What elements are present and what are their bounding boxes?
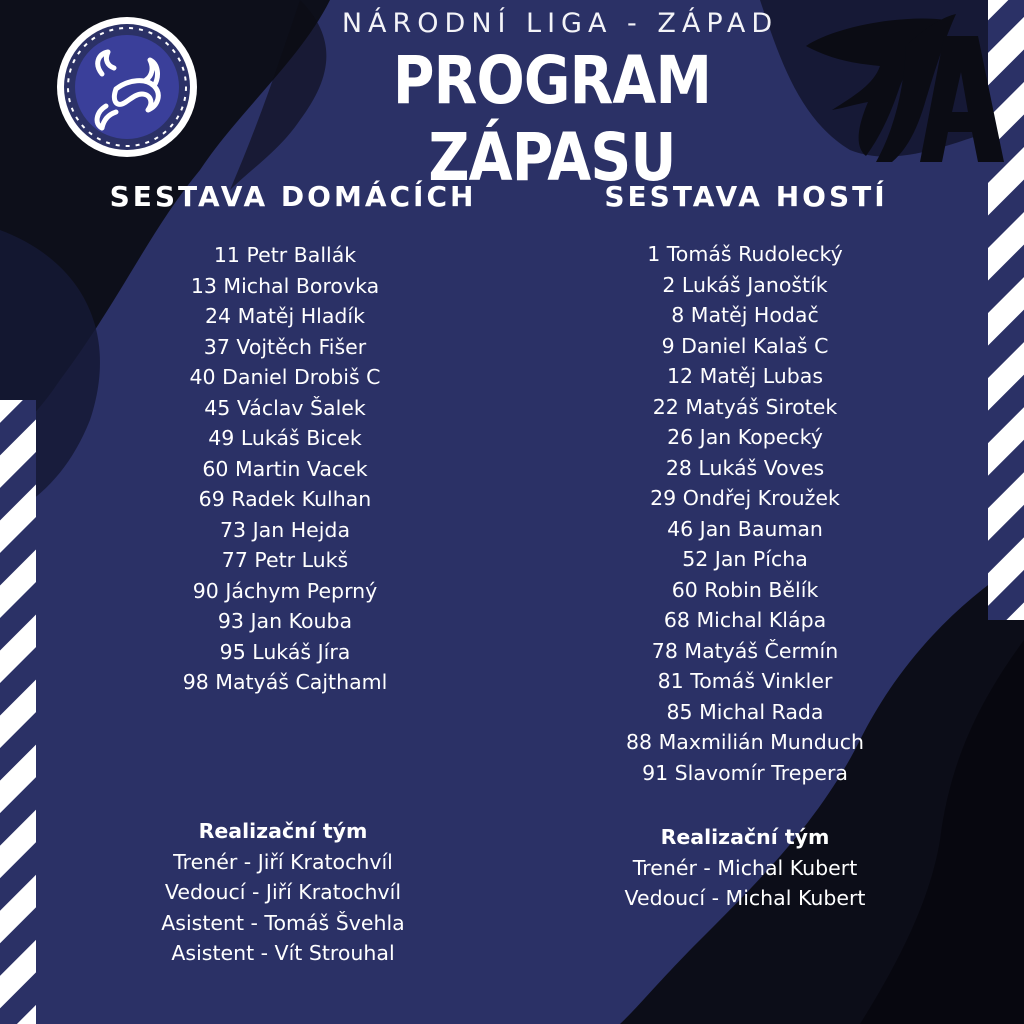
list-item: 46 Jan Bauman xyxy=(667,516,823,541)
list-item: Asistent - Vít Strouhal xyxy=(171,941,395,965)
list-item: 22 Matyáš Sirotek xyxy=(652,394,838,419)
list-item: 8 Matěj Hodač xyxy=(671,303,819,327)
home-staff-title: Realizační tým xyxy=(198,819,368,843)
list-item: 81 Tomáš Vinkler xyxy=(657,669,833,693)
list-item: 95 Lukáš Jíra xyxy=(219,639,351,664)
list-item: 11 Petr Ballák xyxy=(213,243,357,267)
home-lineup-heading: SESTAVA DOMÁCÍCH xyxy=(109,180,477,213)
away-lineup-heading: SESTAVA HOSTÍ xyxy=(604,180,888,213)
list-item: 1 Tomáš Rudolecký xyxy=(647,242,843,266)
list-item: 68 Michal Klápa xyxy=(663,608,827,632)
page-title: PROGRAM ZÁPASU xyxy=(392,42,712,196)
list-item: 40 Daniel Drobiš C xyxy=(189,365,381,389)
home-player-list xyxy=(130,240,440,698)
list-item: 93 Jan Kouba xyxy=(217,609,353,633)
list-item: 13 Michal Borovka xyxy=(190,273,380,298)
list-item: 88 Maxmilián Munduch xyxy=(625,730,865,754)
list-item: 29 Ondřej Kroužek xyxy=(650,486,840,510)
league-name: NÁRODNÍ LIGA - ZÁPAD xyxy=(341,8,779,39)
list-item: 12 Matěj Lubas xyxy=(666,364,824,388)
list-item: 90 Jáchym Peprný xyxy=(192,578,378,603)
list-item: Trenér - Michal Kubert xyxy=(632,855,858,880)
list-item: Vedoucí - Michal Kubert xyxy=(624,886,866,910)
list-item: Trenér - Jiří Kratochvíl xyxy=(173,849,393,874)
list-item: 2 Lukáš Janoštík xyxy=(662,272,828,297)
list-item: Vedoucí - Jiří Kratochvíl xyxy=(164,880,402,904)
scorpion-icon xyxy=(54,14,200,160)
list-item: 45 Václav Šalek xyxy=(204,395,366,420)
list-item: 73 Jan Hejda xyxy=(219,517,351,542)
list-item: 49 Lukáš Bicek xyxy=(208,426,362,450)
away-staff xyxy=(590,822,900,914)
list-item: 37 Vojtěch Fišer xyxy=(203,334,367,359)
list-item: 91 Slavomír Trepera xyxy=(642,760,848,785)
home-staff xyxy=(110,816,456,969)
list-item: 24 Matěj Hladík xyxy=(205,304,365,328)
list-item: 9 Daniel Kalaš C xyxy=(661,333,829,358)
list-item: 69 Radek Kulhan xyxy=(198,487,372,511)
list-item: 98 Matyáš Cajthaml xyxy=(182,670,388,694)
list-item: 28 Lukáš Voves xyxy=(665,455,825,480)
list-item: 77 Petr Lukš xyxy=(221,548,349,572)
ba-monogram-icon xyxy=(796,6,1008,166)
list-item: 78 Matyáš Čermín xyxy=(651,638,839,663)
list-item: Asistent - Tomáš Švehla xyxy=(161,910,405,935)
list-item: 52 Jan Pícha xyxy=(682,547,808,571)
list-item: 85 Michal Rada xyxy=(666,699,824,724)
list-item: 60 Robin Bělík xyxy=(671,577,819,602)
list-item: 26 Jan Kopecký xyxy=(667,425,823,449)
list-item: 60 Martin Vacek xyxy=(202,456,368,481)
away-player-list xyxy=(590,239,900,788)
away-staff-title: Realizační tým xyxy=(660,825,830,849)
